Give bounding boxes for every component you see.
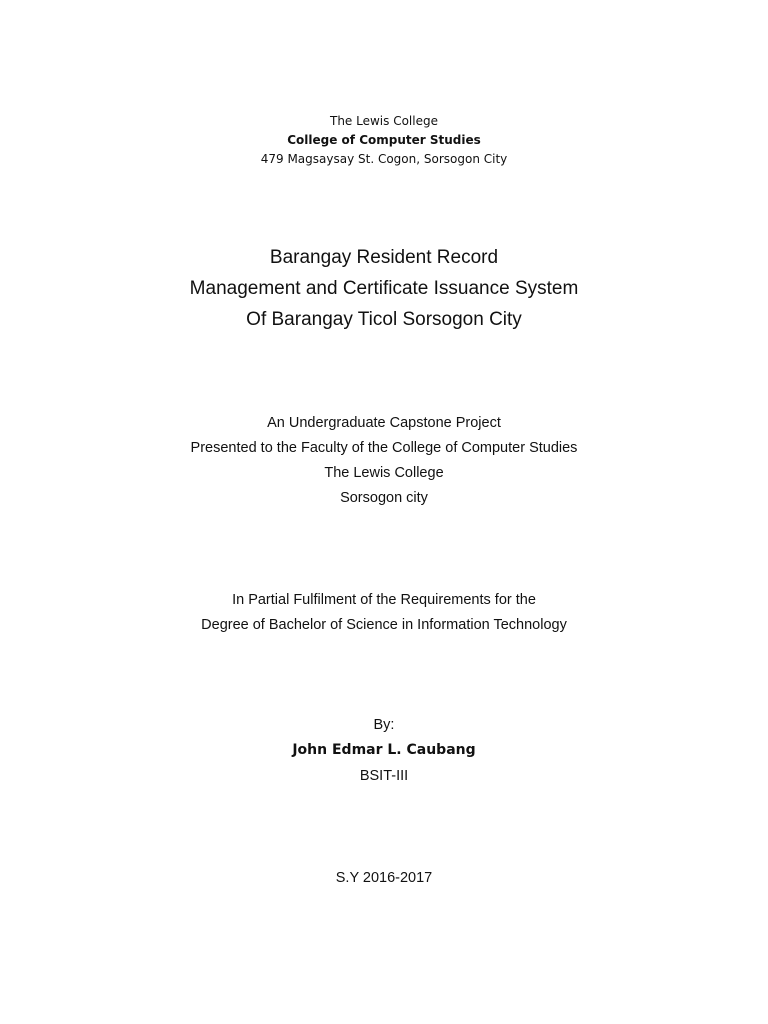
presentation-line-1: An Undergraduate Capstone Project <box>267 415 501 431</box>
school-name: The Lewis College <box>330 114 438 128</box>
author-course: BSIT-III <box>359 768 409 784</box>
presentation-line-3: The Lewis College <box>324 465 444 481</box>
school-address: 479 Magsaysay St. Cogon, Sorsogon City <box>260 152 508 166</box>
presentation-line-4: Sorsogon city <box>340 490 428 506</box>
school-year: S.Y 2016-2017 <box>335 870 433 886</box>
by-label: By: <box>373 717 395 733</box>
title-line-2: Management and Certificate Issuance System <box>189 278 579 299</box>
fulfilment-line-2: Degree of Bachelor of Science in Information Technology <box>201 617 567 633</box>
author-name: John Edmar L. Caubang <box>292 742 476 758</box>
title-line-1: Barangay Resident Record <box>269 247 499 268</box>
fulfilment-line-1: In Partial Fulfilment of the Requirements for the <box>232 592 536 608</box>
college-name: College of Computer Studies <box>287 133 481 147</box>
title-line-3: Of Barangay Ticol Sorsogon City <box>246 309 522 330</box>
presentation-line-2: Presented to the Faculty of the College of Computer Studies <box>190 440 578 456</box>
